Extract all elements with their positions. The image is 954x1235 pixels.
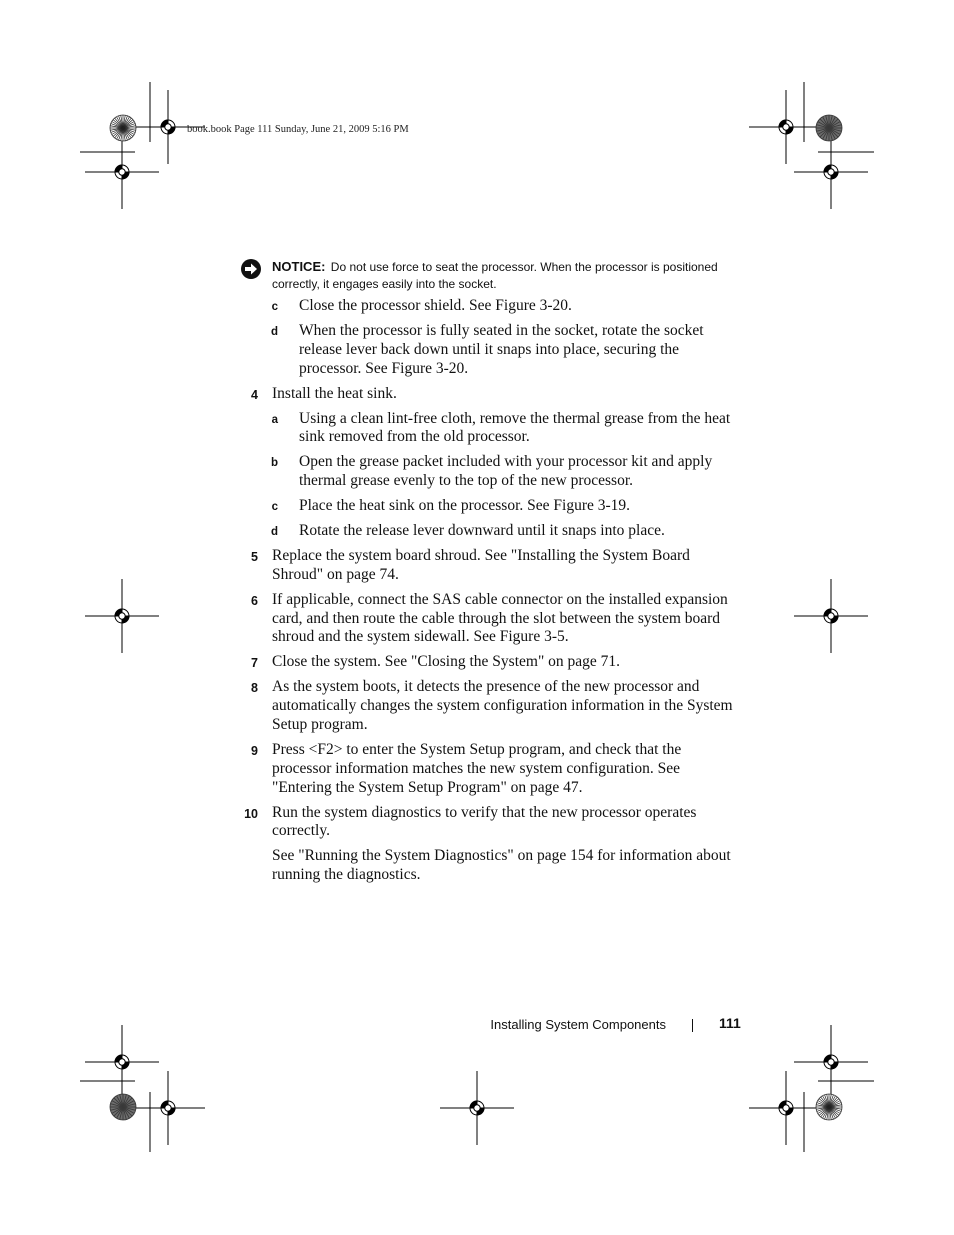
step-number: 8: [251, 681, 258, 696]
step-number: a: [271, 413, 278, 426]
notice-body: Do not use force to seat the processor. When the processor is positioned correctly, it engages easily into the socket.: [272, 260, 718, 291]
step-note: See "Running the System Diagnostics" on page 154 for information about running the diagnostics.: [272, 847, 731, 883]
step-item: [0, 653, 954, 672]
notice-label: NOTICE:: [272, 259, 326, 274]
registration-mark: [131, 1071, 205, 1145]
notice-text: [272, 258, 740, 293]
step-text: When the processor is fully seated in the socket, rotate the socket release lever back down until it snaps into place, securing the processor. See Figure 3-20.: [299, 321, 704, 377]
step-number: 6: [251, 593, 258, 608]
registration-mark: [794, 1025, 868, 1099]
starburst-mark: [816, 1094, 842, 1120]
print-slug: book.book Page 111 Sunday, June 21, 2009 5:16 PM: [187, 124, 409, 135]
registration-mark: [85, 135, 159, 209]
step-number: 9: [251, 744, 258, 758]
step-text: Open the grease packet included with your processor kit and apply thermal grease evenly to the top of the new processor.: [299, 453, 713, 490]
step-item: [0, 547, 954, 585]
step-number: 4: [251, 387, 258, 402]
step-text: Place the heat sink on the processor. See Figure 3-19.: [299, 497, 631, 515]
step-text: If applicable, connect the SAS cable connector on the installed expansion card, and then route the cable through the slot between the system board shroud and the system sidewall. See Figure 3-5.: [272, 590, 728, 646]
substep-item: [0, 522, 954, 541]
substep-item: [0, 322, 954, 378]
substep-item: [0, 410, 954, 448]
step-number: c: [271, 301, 278, 313]
step-item: [0, 678, 954, 734]
gray-circle-mark: [816, 115, 842, 141]
footer-separator: [692, 1019, 693, 1032]
step-item: [0, 741, 954, 797]
step-text: Rotate the release lever downward until it snaps into place.: [299, 522, 665, 540]
substep-item: [0, 453, 954, 491]
step-text: Close the system. See "Closing the System" on page 71.: [272, 653, 621, 671]
notice-arrow-icon: [240, 258, 262, 280]
footer-chapter-title: Installing System Components: [490, 1017, 666, 1032]
step-text: Replace the system board shroud. See "Installing the System Board Shroud" on page 74.: [272, 547, 690, 583]
registration-mark: [440, 1071, 514, 1145]
step-item: [0, 804, 954, 885]
step-item: [0, 591, 954, 647]
step-text: Install the heat sink.: [272, 384, 397, 402]
step-number: 5: [251, 550, 258, 565]
step-item: [0, 385, 954, 404]
step-text: Run the system diagnostics to verify that the new processor operates correctly.: [272, 803, 697, 840]
step-number: 10: [244, 806, 258, 821]
step-number: d: [270, 325, 278, 338]
registration-mark: [85, 1025, 159, 1099]
step-text: Close the processor shield. See Figure 3-20.: [299, 297, 572, 314]
step-text: Using a clean lint-free cloth, remove the thermal grease from the heat sink removed from the old processor.: [299, 409, 731, 446]
step-text: Press <F2> to enter the System Setup program, and check that the processor information matches the new system configuration. See "Entering the System Setup Program" on page 47.: [272, 741, 682, 796]
registration-mark: [749, 90, 823, 164]
starburst-mark: [110, 115, 136, 141]
step-number: 7: [251, 656, 258, 671]
step-number: c: [271, 501, 278, 514]
substep-item: [0, 497, 954, 516]
step-number: b: [270, 457, 278, 470]
substep-item: [0, 297, 954, 316]
step-number: d: [270, 526, 278, 539]
footer-page-number: 111: [719, 1015, 741, 1031]
notice-box: [240, 258, 740, 293]
step-text: As the system boots, it detects the presence of the new processor and automatically changes the system configuration information in the System Setup program.: [272, 678, 733, 734]
procedure-steps: [0, 297, 954, 891]
page-footer: [0, 1014, 954, 1036]
registration-mark: [794, 135, 868, 209]
gray-circle-mark: [110, 1094, 136, 1120]
registration-mark: [749, 1071, 823, 1145]
